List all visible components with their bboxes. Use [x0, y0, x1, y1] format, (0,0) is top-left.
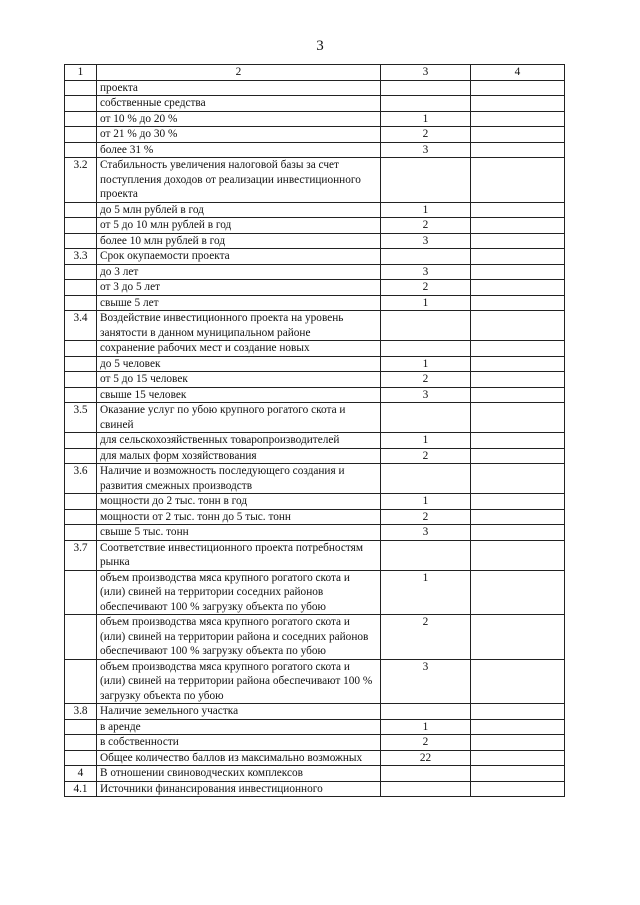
note-cell — [471, 750, 565, 766]
row-number-cell — [65, 280, 97, 296]
score-cell: 1 — [381, 111, 471, 127]
row-number-cell — [65, 433, 97, 449]
column-header-3: 3 — [381, 65, 471, 81]
score-cell: 2 — [381, 735, 471, 751]
criterion-text-cell: до 3 лет — [97, 264, 381, 280]
criterion-text-cell: для малых форм хозяйствования — [97, 448, 381, 464]
score-cell: 1 — [381, 719, 471, 735]
score-cell — [381, 766, 471, 782]
note-cell — [471, 615, 565, 660]
table-row — [65, 766, 565, 782]
table-row — [65, 464, 565, 494]
criterion-text-cell: Срок окупаемости проекта — [97, 249, 381, 265]
note-cell — [471, 464, 565, 494]
row-number-cell: 3.4 — [65, 311, 97, 341]
row-number-cell — [65, 750, 97, 766]
table-row — [65, 356, 565, 372]
table-row — [65, 280, 565, 296]
criteria-table — [64, 64, 565, 797]
row-number-cell — [65, 295, 97, 311]
row-number-cell — [65, 525, 97, 541]
score-cell — [381, 158, 471, 203]
note-cell — [471, 781, 565, 797]
criterion-text-cell: Соответствие инвестиционного проекта потребностям рынка — [97, 540, 381, 570]
criterion-text-cell: в собственности — [97, 735, 381, 751]
table-row — [65, 142, 565, 158]
criterion-text-cell: от 5 до 10 млн рублей в год — [97, 218, 381, 234]
criterion-text-cell: проекта — [97, 80, 381, 96]
score-cell: 2 — [381, 448, 471, 464]
note-cell — [471, 218, 565, 234]
note-cell — [471, 96, 565, 112]
note-cell — [471, 704, 565, 720]
criterion-text-cell: Наличие земельного участка — [97, 704, 381, 720]
table-row — [65, 96, 565, 112]
row-number-cell — [65, 142, 97, 158]
score-cell: 3 — [381, 142, 471, 158]
table-row — [65, 218, 565, 234]
page-number: 3 — [316, 38, 324, 54]
note-cell — [471, 433, 565, 449]
note-cell — [471, 403, 565, 433]
criterion-text-cell: сохранение рабочих мест и создание новых — [97, 341, 381, 357]
note-cell — [471, 233, 565, 249]
row-number-cell — [65, 202, 97, 218]
criterion-text-cell: Воздействие инвестиционного проекта на уровень занятости в данном муниципальном районе — [97, 311, 381, 341]
table-row — [65, 509, 565, 525]
table-row — [65, 158, 565, 203]
row-number-cell: 3.2 — [65, 158, 97, 203]
note-cell — [471, 509, 565, 525]
criterion-text-cell: более 31 % — [97, 142, 381, 158]
row-number-cell — [65, 735, 97, 751]
table-header-row — [65, 65, 565, 81]
criterion-text-cell: в аренде — [97, 719, 381, 735]
criterion-text-cell: объем производства мяса крупного рогатого скота и (или) свиней на территории соседних районов обеспечивают 100 % загрузку объекта по убою — [97, 570, 381, 615]
row-number-cell — [65, 356, 97, 372]
criterion-text-cell: более 10 млн рублей в год — [97, 233, 381, 249]
score-cell: 2 — [381, 218, 471, 234]
criterion-text-cell: В отношении свиноводческих комплексов — [97, 766, 381, 782]
note-cell — [471, 356, 565, 372]
score-cell: 1 — [381, 295, 471, 311]
row-number-cell — [65, 387, 97, 403]
criterion-text-cell: от 3 до 5 лет — [97, 280, 381, 296]
score-cell: 3 — [381, 659, 471, 704]
table-row — [65, 372, 565, 388]
score-cell: 3 — [381, 233, 471, 249]
score-cell — [381, 96, 471, 112]
row-number-cell — [65, 494, 97, 510]
table-row — [65, 704, 565, 720]
score-cell: 22 — [381, 750, 471, 766]
table-row — [65, 111, 565, 127]
table-row — [65, 448, 565, 464]
table-row — [65, 719, 565, 735]
note-cell — [471, 142, 565, 158]
criterion-text-cell: свыше 15 человек — [97, 387, 381, 403]
row-number-cell: 4.1 — [65, 781, 97, 797]
row-number-cell — [65, 509, 97, 525]
criterion-text-cell: от 5 до 15 человек — [97, 372, 381, 388]
note-cell — [471, 111, 565, 127]
note-cell — [471, 494, 565, 510]
table-row — [65, 735, 565, 751]
criterion-text-cell: Стабильность увеличения налоговой базы за счет поступления доходов от реализации инвестиционного проекта — [97, 158, 381, 203]
note-cell — [471, 448, 565, 464]
score-cell — [381, 403, 471, 433]
score-cell — [381, 464, 471, 494]
table-row — [65, 494, 565, 510]
row-number-cell — [65, 218, 97, 234]
table-row — [65, 570, 565, 615]
criterion-text-cell: Источники финансирования инвестиционного — [97, 781, 381, 797]
table-row — [65, 615, 565, 660]
criteria-table-body — [65, 65, 565, 797]
score-cell — [381, 249, 471, 265]
row-number-cell — [65, 659, 97, 704]
table-row — [65, 264, 565, 280]
table-row — [65, 233, 565, 249]
row-number-cell — [65, 615, 97, 660]
note-cell — [471, 127, 565, 143]
criterion-text-cell: от 21 % до 30 % — [97, 127, 381, 143]
note-cell — [471, 525, 565, 541]
score-cell — [381, 341, 471, 357]
row-number-cell — [65, 233, 97, 249]
criterion-text-cell: Общее количество баллов из максимально возможных — [97, 750, 381, 766]
note-cell — [471, 249, 565, 265]
criterion-text-cell: мощности до 2 тыс. тонн в год — [97, 494, 381, 510]
score-cell: 2 — [381, 127, 471, 143]
score-cell — [381, 311, 471, 341]
table-row — [65, 202, 565, 218]
note-cell — [471, 719, 565, 735]
row-number-cell — [65, 96, 97, 112]
column-header-4: 4 — [471, 65, 565, 81]
note-cell — [471, 735, 565, 751]
row-number-cell — [65, 570, 97, 615]
score-cell: 2 — [381, 372, 471, 388]
note-cell — [471, 659, 565, 704]
row-number-cell — [65, 80, 97, 96]
criterion-text-cell: объем производства мяса крупного рогатого скота и (или) свиней на территории района и соседних районов обеспечивают 100 % загрузку объекта по убою — [97, 615, 381, 660]
row-number-cell: 3.5 — [65, 403, 97, 433]
note-cell — [471, 158, 565, 203]
note-cell — [471, 264, 565, 280]
row-number-cell — [65, 264, 97, 280]
table-row — [65, 341, 565, 357]
table-row — [65, 80, 565, 96]
score-cell — [381, 781, 471, 797]
criterion-text-cell: до 5 млн рублей в год — [97, 202, 381, 218]
note-cell — [471, 341, 565, 357]
row-number-cell — [65, 448, 97, 464]
score-cell: 1 — [381, 202, 471, 218]
score-cell — [381, 540, 471, 570]
criterion-text-cell: от 10 % до 20 % — [97, 111, 381, 127]
criterion-text-cell: Оказание услуг по убою крупного рогатого скота и свиней — [97, 403, 381, 433]
table-row — [65, 387, 565, 403]
note-cell — [471, 80, 565, 96]
note-cell — [471, 540, 565, 570]
note-cell — [471, 372, 565, 388]
criterion-text-cell: для сельскохозяйственных товаропроизводителей — [97, 433, 381, 449]
score-cell: 3 — [381, 387, 471, 403]
row-number-cell: 3.8 — [65, 704, 97, 720]
table-row — [65, 403, 565, 433]
row-number-cell — [65, 111, 97, 127]
table-row — [65, 295, 565, 311]
table-row — [65, 750, 565, 766]
table-row — [65, 249, 565, 265]
score-cell: 2 — [381, 615, 471, 660]
note-cell — [471, 295, 565, 311]
row-number-cell — [65, 127, 97, 143]
score-cell: 3 — [381, 264, 471, 280]
score-cell: 2 — [381, 280, 471, 296]
score-cell — [381, 704, 471, 720]
table-row — [65, 659, 565, 704]
note-cell — [471, 387, 565, 403]
row-number-cell: 3.7 — [65, 540, 97, 570]
row-number-cell: 3.3 — [65, 249, 97, 265]
score-cell: 1 — [381, 433, 471, 449]
table-row — [65, 433, 565, 449]
column-header-2: 2 — [97, 65, 381, 81]
table-row — [65, 127, 565, 143]
table-row — [65, 540, 565, 570]
note-cell — [471, 202, 565, 218]
score-cell: 1 — [381, 356, 471, 372]
criterion-text-cell: собственные средства — [97, 96, 381, 112]
criterion-text-cell: свыше 5 лет — [97, 295, 381, 311]
criterion-text-cell: до 5 человек — [97, 356, 381, 372]
score-cell: 1 — [381, 494, 471, 510]
note-cell — [471, 570, 565, 615]
table-row — [65, 311, 565, 341]
table-row — [65, 525, 565, 541]
row-number-cell — [65, 341, 97, 357]
table-row — [65, 781, 565, 797]
score-cell — [381, 80, 471, 96]
score-cell: 2 — [381, 509, 471, 525]
criterion-text-cell: Наличие и возможность последующего создания и развития смежных производств — [97, 464, 381, 494]
note-cell — [471, 311, 565, 341]
row-number-cell: 4 — [65, 766, 97, 782]
row-number-cell — [65, 372, 97, 388]
criterion-text-cell: объем производства мяса крупного рогатого скота и (или) свиней на территории района обеспечивают 100 % загрузку объекта по убою — [97, 659, 381, 704]
criterion-text-cell: мощности от 2 тыс. тонн до 5 тыс. тонн — [97, 509, 381, 525]
note-cell — [471, 766, 565, 782]
row-number-cell: 3.6 — [65, 464, 97, 494]
column-header-1: 1 — [65, 65, 97, 81]
row-number-cell — [65, 719, 97, 735]
score-cell: 1 — [381, 570, 471, 615]
score-cell: 3 — [381, 525, 471, 541]
criterion-text-cell: свыше 5 тыс. тонн — [97, 525, 381, 541]
note-cell — [471, 280, 565, 296]
